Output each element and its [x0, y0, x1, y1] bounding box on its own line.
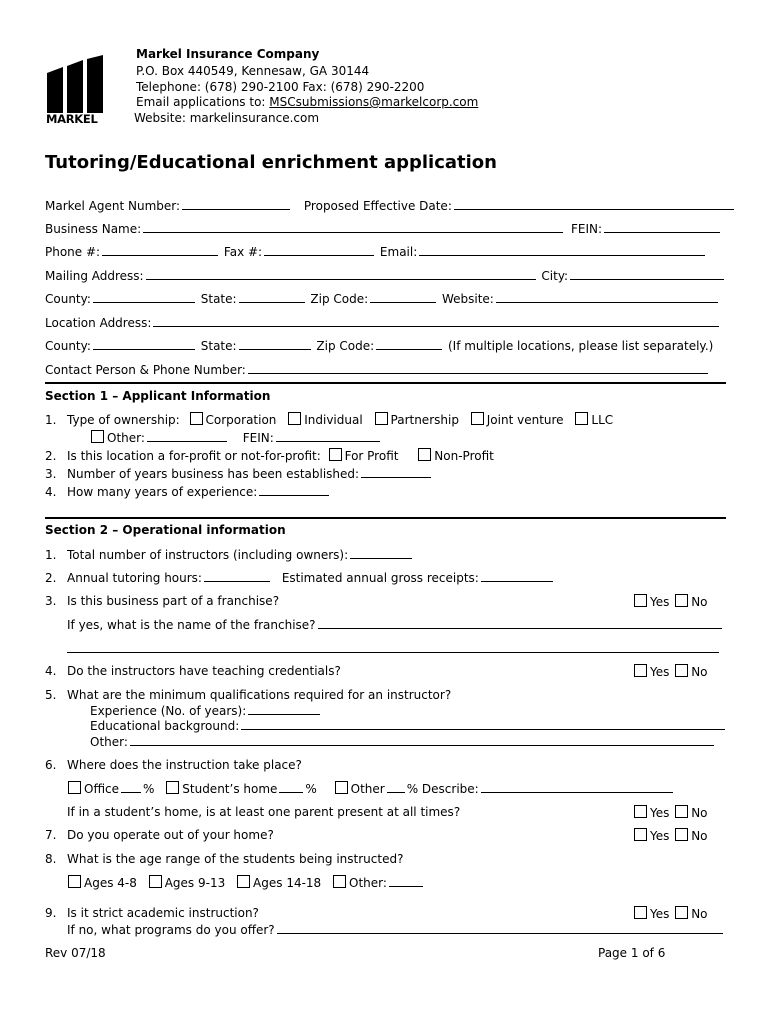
- ages-4-8-checkbox[interactable]: [68, 875, 81, 888]
- home-operate-label: Do you operate out of your home?: [67, 828, 274, 842]
- state-input[interactable]: [239, 291, 305, 303]
- qual-other-label: Other:: [90, 735, 128, 749]
- yes-label: Yes: [650, 806, 670, 820]
- county-row-1: [45, 291, 720, 306]
- parent-yes-no: [634, 805, 708, 820]
- county-input-2[interactable]: [93, 338, 195, 350]
- academic-yes-checkbox[interactable]: [634, 906, 647, 919]
- partnership-label: Partnership: [390, 413, 459, 427]
- instructors-label: Total number of instructors (including owners):: [67, 548, 349, 562]
- website-input[interactable]: [496, 291, 718, 303]
- home-no-checkbox[interactable]: [675, 828, 688, 841]
- company-address: P.O. Box 440549, Kennesaw, GA 30144: [136, 64, 370, 78]
- email-input[interactable]: [419, 244, 705, 256]
- city-label: City:: [541, 269, 569, 283]
- profit-label: Is this location a for-profit or not-for-profit:: [67, 449, 321, 463]
- section1-rule: [45, 382, 726, 384]
- s2-q9: 9. Is it strict academic instruction?: [45, 906, 259, 920]
- yes-label: Yes: [650, 595, 670, 609]
- company-name: Markel Insurance Company: [136, 47, 320, 61]
- ownership-label: Type of ownership:: [67, 413, 180, 427]
- corporation-checkbox[interactable]: [190, 412, 203, 425]
- location-address-input[interactable]: [153, 315, 719, 327]
- years-experience-input[interactable]: [259, 484, 329, 496]
- franchise-no-checkbox[interactable]: [675, 594, 688, 607]
- home-yes-no: [634, 828, 708, 843]
- s2-q1: 1. Total number of instructors (including owners):: [45, 547, 414, 562]
- franchise-yes-no: [634, 594, 708, 609]
- revision-label: Rev 07/18: [45, 946, 106, 960]
- franchise-label: Is this business part of a franchise?: [67, 594, 280, 608]
- credentials-label: Do the instructors have teaching credentials?: [67, 664, 341, 678]
- other-ownership-label: Other:: [107, 431, 145, 445]
- qual-other-input[interactable]: [130, 734, 714, 746]
- years-experience-label: How many years of experience:: [67, 485, 258, 499]
- describe-label: % Describe:: [406, 782, 479, 796]
- tutoring-hours-input[interactable]: [204, 570, 270, 582]
- county-label: County:: [45, 292, 91, 306]
- s2-q3: 3. Is this business part of a franchise?: [45, 594, 280, 608]
- academic-yes-no: [634, 906, 708, 921]
- experience-years-label: Experience (No. of years):: [90, 704, 247, 718]
- phone-row: [45, 244, 707, 259]
- section2-rule: [45, 517, 726, 519]
- s2-q6: 6. Where does the instruction take place?: [45, 758, 302, 772]
- zip-label: Zip Code:: [310, 292, 369, 306]
- students-home-percent-sign: %: [305, 782, 317, 796]
- other-ownership-input[interactable]: [147, 430, 227, 442]
- no-label: No: [691, 806, 708, 820]
- partnership-checkbox[interactable]: [375, 412, 388, 425]
- office-percent-sign: %: [143, 782, 155, 796]
- age-other-input[interactable]: [389, 875, 423, 887]
- state-label-2: State:: [200, 339, 237, 353]
- company-email-line: [136, 95, 478, 111]
- age-range-label: What is the age range of the students being instructed?: [67, 852, 404, 866]
- no-label: No: [691, 595, 708, 609]
- multiple-locations-note: (If multiple locations, please list separately.): [447, 339, 714, 353]
- ages-14-18-checkbox[interactable]: [237, 875, 250, 888]
- s2-q8: 8. What is the age range of the students being instructed?: [45, 852, 404, 866]
- business-name-input[interactable]: [143, 221, 563, 233]
- location-row: [45, 315, 721, 330]
- email-link[interactable]: MSCsubmissions@markelcorp.com: [269, 95, 479, 109]
- location-address-label: Location Address:: [45, 316, 152, 330]
- home-yes-checkbox[interactable]: [634, 828, 647, 841]
- no-label: No: [691, 665, 708, 679]
- s2-q8-options: [68, 875, 425, 890]
- age-other-label: Other:: [349, 876, 387, 890]
- s2-q5-other: [90, 734, 716, 749]
- programs-label: If no, what programs do you offer?: [67, 923, 275, 937]
- age-other-checkbox[interactable]: [333, 875, 346, 888]
- franchise-extra-line[interactable]: [67, 652, 719, 653]
- zip-label-2: Zip Code:: [316, 339, 375, 353]
- other-location-label: Other: [350, 782, 385, 796]
- s2-q5-edu: [90, 718, 727, 733]
- markel-logo: [45, 55, 107, 125]
- parent-yes-checkbox[interactable]: [634, 805, 647, 818]
- individual-label: Individual: [304, 413, 363, 427]
- education-input[interactable]: [241, 718, 725, 730]
- other-ownership-checkbox[interactable]: [91, 430, 104, 443]
- business-name-label: Business Name:: [45, 222, 142, 236]
- agent-number-input[interactable]: [182, 198, 290, 210]
- students-home-checkbox[interactable]: [166, 781, 179, 794]
- effective-date-label: Proposed Effective Date:: [303, 199, 452, 213]
- contact-input[interactable]: [248, 362, 708, 374]
- parent-no-checkbox[interactable]: [675, 805, 688, 818]
- franchise-yes-checkbox[interactable]: [634, 594, 647, 607]
- ages-9-13-label: Ages 9-13: [164, 876, 226, 890]
- education-label: Educational background:: [90, 719, 240, 733]
- franchise-name-input[interactable]: [318, 617, 722, 629]
- instructors-input[interactable]: [350, 547, 412, 559]
- academic-label: Is it strict academic instruction?: [67, 906, 259, 920]
- s1-q1-other: [91, 430, 382, 445]
- fax-label: Fax #:: [223, 245, 263, 259]
- zip-input[interactable]: [370, 291, 436, 303]
- academic-no-checkbox[interactable]: [675, 906, 688, 919]
- s2-q3-follow: [67, 617, 724, 632]
- experience-years-input[interactable]: [248, 703, 320, 715]
- other-percent-input[interactable]: [387, 781, 405, 793]
- non-profit-checkbox[interactable]: [418, 448, 431, 461]
- agent-row: [45, 198, 736, 213]
- llc-checkbox[interactable]: [575, 412, 588, 425]
- s1-fein-label: FEIN:: [242, 431, 274, 445]
- state-label: State:: [200, 292, 237, 306]
- years-established-input[interactable]: [361, 466, 431, 478]
- joint-venture-checkbox[interactable]: [471, 412, 484, 425]
- llc-label: LLC: [591, 413, 614, 427]
- website-label: Website:: [441, 292, 494, 306]
- page-number: Page 1 of 6: [598, 946, 666, 960]
- office-checkbox[interactable]: [68, 781, 81, 794]
- corporation-label: Corporation: [205, 413, 277, 427]
- s1-fein-input[interactable]: [276, 430, 380, 442]
- zip-input-2[interactable]: [376, 338, 442, 350]
- years-established-label: Number of years business has been established:: [67, 467, 360, 481]
- mailing-address-label: Mailing Address:: [45, 269, 144, 283]
- business-row: [45, 221, 722, 236]
- city-input[interactable]: [570, 268, 724, 280]
- ages-9-13-checkbox[interactable]: [149, 875, 162, 888]
- gross-receipts-label: Estimated annual gross receipts:: [281, 571, 479, 585]
- qualifications-label: What are the minimum qualifications required for an instructor?: [67, 688, 452, 702]
- s2-q2: 2. Annual tutoring hours: Estimated annual gross receipts:: [45, 570, 555, 585]
- s1-q4: 4. How many years of experience:: [45, 484, 331, 499]
- for-profit-label: For Profit: [344, 449, 399, 463]
- s2-q4: 4. Do the instructors have teaching credentials?: [45, 664, 341, 678]
- individual-checkbox[interactable]: [288, 412, 301, 425]
- students-home-label: Student’s home: [182, 782, 278, 796]
- s1-q3: 3. Number of years business has been established:: [45, 466, 433, 481]
- office-percent-input[interactable]: [121, 781, 141, 793]
- company-phone: Telephone: (678) 290-2100 Fax: (678) 290-2200: [136, 80, 425, 94]
- s2-q5-exp: [90, 703, 322, 718]
- credentials-yes-checkbox[interactable]: [634, 664, 647, 677]
- fein-input[interactable]: [604, 221, 720, 233]
- s1-q1: 1. Type of ownership: Corporation Individual Partnership Joint venture LLC: [45, 413, 614, 427]
- joint-venture-label: Joint venture: [486, 413, 564, 427]
- parent-present-label: If in a student’s home, is at least one parent present at all times?: [67, 805, 461, 819]
- credentials-no-checkbox[interactable]: [675, 664, 688, 677]
- mailing-address-input[interactable]: [146, 268, 536, 280]
- state-input-2[interactable]: [239, 338, 311, 350]
- no-label: No: [691, 907, 708, 921]
- fein-label: FEIN:: [571, 222, 603, 236]
- county-row-2: [45, 338, 713, 353]
- other-location-checkbox[interactable]: [335, 781, 348, 794]
- page-title: Tutoring/Educational enrichment application: [45, 152, 497, 173]
- non-profit-label: Non-Profit: [434, 449, 494, 463]
- yes-label: Yes: [650, 907, 670, 921]
- agent-number-label: Markel Agent Number:: [45, 199, 181, 213]
- county-label-2: County:: [45, 339, 91, 353]
- logo-text: MARKEL: [46, 112, 98, 126]
- contact-row: [45, 362, 710, 377]
- fax-input[interactable]: [264, 244, 374, 256]
- s2-q9-follow: [67, 922, 725, 937]
- programs-input[interactable]: [277, 922, 723, 934]
- tutoring-hours-label: Annual tutoring hours:: [67, 571, 202, 585]
- students-home-percent-input[interactable]: [279, 781, 303, 793]
- email-label: Email:: [379, 245, 418, 259]
- describe-input[interactable]: [481, 781, 673, 793]
- s2-q6-follow: [67, 805, 460, 819]
- s1-q2: 2. Is this location a for-profit or not-for-profit: For Profit Non-Profit: [45, 449, 494, 463]
- phone-input[interactable]: [102, 244, 218, 256]
- ages-4-8-label: Ages 4-8: [84, 876, 137, 890]
- s2-q6-options: [68, 781, 675, 796]
- gross-receipts-input[interactable]: [481, 570, 553, 582]
- section2-title: Section 2 – Operational information: [45, 523, 286, 537]
- franchise-name-label: If yes, what is the name of the franchise?: [67, 618, 316, 632]
- effective-date-input[interactable]: [454, 198, 734, 210]
- yes-label: Yes: [650, 829, 670, 843]
- for-profit-checkbox[interactable]: [329, 448, 342, 461]
- s2-q7: 7. Do you operate out of your home?: [45, 828, 274, 842]
- company-website: Website: markelinsurance.com: [134, 111, 320, 125]
- section1-title: Section 1 – Applicant Information: [45, 389, 271, 403]
- s2-q5: 5. What are the minimum qualifications required for an instructor?: [45, 688, 452, 702]
- phone-label: Phone #:: [45, 245, 101, 259]
- no-label: No: [691, 829, 708, 843]
- email-prefix: Email applications to:: [136, 95, 270, 109]
- ages-14-18-label: Ages 14-18: [253, 876, 322, 890]
- instruction-location-label: Where does the instruction take place?: [67, 758, 302, 772]
- credentials-yes-no: [634, 664, 708, 679]
- contact-label: Contact Person & Phone Number:: [45, 363, 246, 377]
- mailing-row: [45, 268, 726, 283]
- yes-label: Yes: [650, 665, 670, 679]
- county-input[interactable]: [93, 291, 195, 303]
- office-label: Office: [84, 782, 120, 796]
